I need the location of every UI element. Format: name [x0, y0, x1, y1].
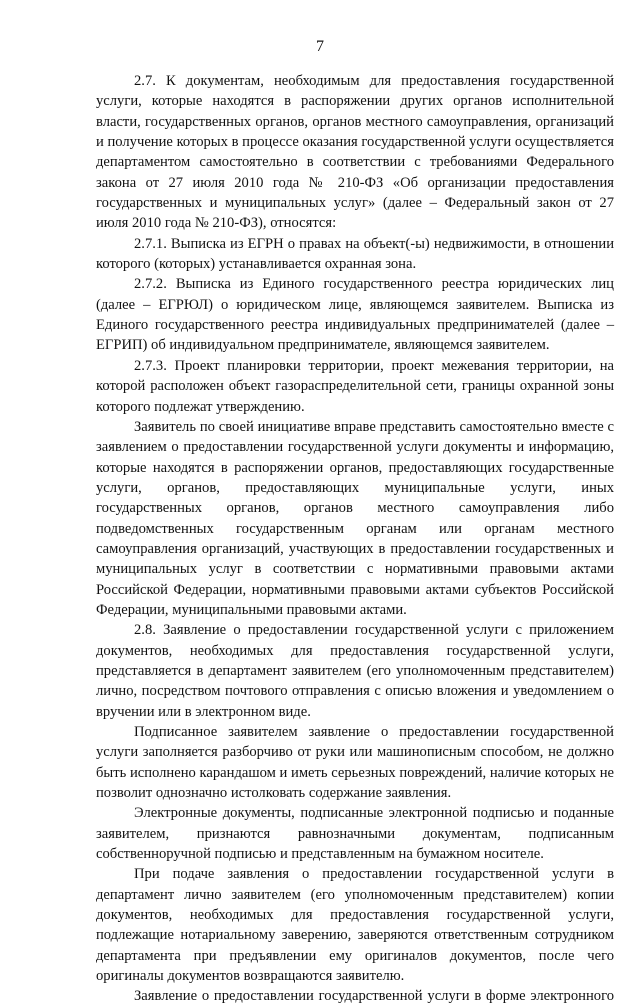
paragraph-applicant-initiative: Заявитель по своей инициативе вправе представить самостоятельно вместе с заявлением о предоставлении государственной услуги документы и информацию, которые находятся в распоряжении органов, предоставляющих государственные услуги, органов, предоставляющих муниципальные услуги, иных государственных органов, органов местного самоуправления либо подведомственных государственным органам или органам местного самоуправления организаций, участвующих в предоставлении государственных и муниципальных услуг в соответствии с нормативными правовыми актами Российской Федерации, нормативными правовыми актами субъектов Российской Федерации, муниципальными правовыми актами.: [96, 418, 614, 618]
paragraph-electronic-documents: Электронные документы, подписанные электронной подписью и поданные заявителем, признаются равнозначными документам, подписанным собственноручной подписью и представленным на бумажном носителе.: [96, 805, 614, 863]
paragraph-electronic-application: Заявление о предоставлении государственной услуги в форме электронного: [134, 988, 614, 1005]
paragraph-2-7-1: 2.7.1. Выписка из ЕГРН о правах на объект(-ы) недвижимости, в отношении которого (которых) устанавливается охранная зона.: [96, 235, 614, 273]
paragraph-2-7-3: 2.7.3. Проект планировки территории, проект межевания территории, на которой расположен объект газораспределительной сети, границы охранной зоны которого подлежат утверждению.: [96, 357, 614, 415]
paragraph-2-7-2: 2.7.2. Выписка из Единого государственного реестра юридических лиц (далее – ЕГРЮЛ) о юридическом лице, являющемся заявителем. Выписка из Единого государственного реестра индивидуальных предпринимателей (далее – ЕГРИП) об индивидуальном предпринимателе, являющемся заявителем.: [96, 276, 614, 354]
paragraph-2-8: 2.8. Заявление о предоставлении государственной услуги с приложением документов, необходимых для предоставления государственной услуги, представляется в департамент заявителем (его уполномоченным представителем) лично, посредством почтового отправления с описью вложения и уведомлением о вручении или в электронном виде.: [96, 622, 614, 720]
paragraph-in-person-submission: При подаче заявления о предоставлении государственной услуги в департамент лично заявителем (его уполномоченным представителем) копии документов, необходимых для предоставления государственной услуги, подлежащие нотариальному заверению, заверяются ответственным сотрудником департамента при предъявлении ему оригиналов документов, после чего оригиналы документов возвращаются заявителю.: [96, 866, 614, 985]
paragraph-signed-application: Подписанное заявителем заявление о предоставлении государственной услуги заполняется разборчиво от руки или машинописным способом, не должно быть исполнено карандашом и иметь серьезных повреждений, наличие которых не позволит однозначно истолковать содержание заявления.: [96, 724, 614, 802]
paragraph-2-7: 2.7. К документам, необходимым для предоставления государственной услуги, которые находятся в распоряжении других органов исполнительной власти, государственных органов, органов местного самоуправления, организаций и получение которых в процессе оказания государственной услуги осуществляется департаментом самостоятельно в соответствии с требованиями Федерального закона от 27 июля 2010 года № 210-ФЗ «Об организации предоставления государственных и муниципальных услуг» (далее – Федеральный закон от 27 июля 2010 года № 210-ФЗ), относятся:: [96, 73, 614, 232]
page-number: 7: [316, 38, 324, 55]
document-body: [96, 71, 614, 1007]
